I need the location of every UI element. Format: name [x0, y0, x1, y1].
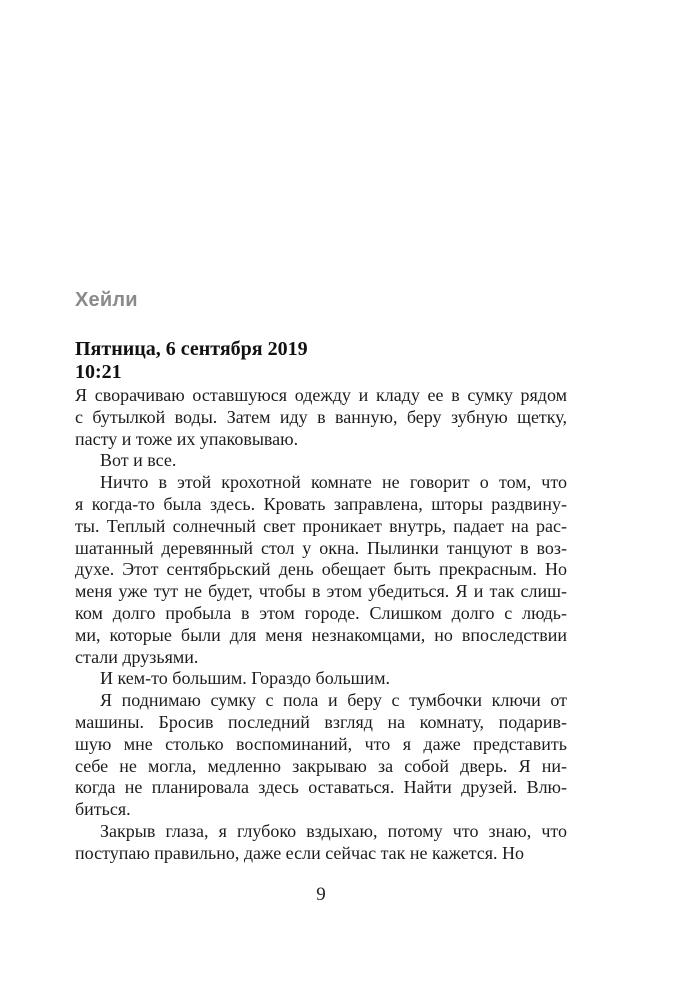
body-line: шую мне столько воспоминаний, что я даже представить	[75, 733, 567, 754]
body-text	[75, 385, 567, 865]
body-line: меня уже тут не будет, чтобы в этом убедиться. Я и так слиш-	[75, 581, 567, 602]
body-line: ты. Теплый солнечный свет проникает внутрь, падает на рас-	[75, 515, 567, 536]
body-line: я когда-то была здесь. Кровать заправлена, шторы раздвину-	[75, 493, 567, 514]
body-line: Вот и все.	[100, 450, 177, 471]
entry-date-heading: Пятница, 6 сентября 2019	[75, 338, 308, 360]
body-line: биться.	[75, 799, 131, 820]
body-line: стали друзьями.	[75, 646, 199, 667]
body-line: с бутылкой воды. Затем иду в ванную, беру зубную щетку,	[75, 406, 567, 427]
body-line: ком долго пробыла в этом городе. Слишком долго с людь-	[75, 602, 567, 623]
body-line: когда не планировала здесь оставаться. Найти друзей. Влю-	[75, 777, 567, 798]
body-line: пасту и тоже их упаковываю.	[75, 428, 299, 449]
text-column	[75, 289, 567, 865]
body-line: Я поднимаю сумку с пола и беру с тумбочки ключи от	[100, 690, 567, 711]
body-line: Закрыв глаза, я глубоко вздыхаю, потому что знаю, что	[100, 820, 567, 841]
body-line: ми, которые были для меня незнакомцами, но впоследствии	[75, 624, 567, 645]
chapter-header: Хейли	[75, 289, 138, 311]
body-line: машины. Бросив последний взгляд на комнату, подарив-	[75, 711, 567, 732]
body-line: шатанный деревянный стол у окна. Пылинки танцуют в воз-	[75, 537, 567, 558]
entry-time-heading: 10:21	[75, 361, 122, 383]
body-line: Ничто в этой крохотной комнате не говорит о том, что	[100, 472, 567, 493]
body-line: себе не могла, медленно закрываю за собой дверь. Я ни-	[75, 755, 567, 776]
body-line: духе. Этот сентябрьский день обещает быть прекрасным. Но	[75, 559, 567, 580]
body-line: Я сворачиваю оставшуюся одежду и кладу ее в сумку рядом	[75, 385, 567, 405]
body-line: И кем-то большим. Гораздо большим.	[100, 668, 391, 689]
body-line: поступаю правильно, даже если сейчас так не кажется. Но	[75, 842, 525, 863]
page-number: 9	[316, 884, 326, 905]
